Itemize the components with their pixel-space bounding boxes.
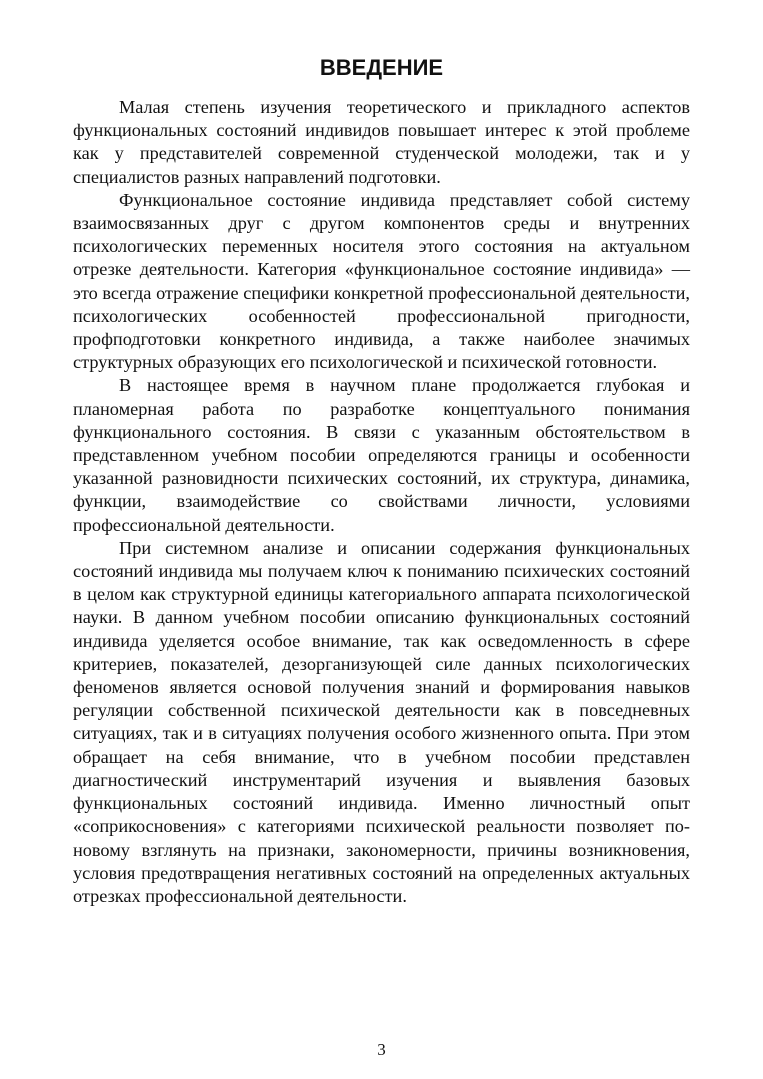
body-text [73,96,690,908]
paragraph-1: Малая степень изучения теоретического и прикладного аспектов функциональных состояний индивидов повышает интерес к этой проблеме как у представителей современной студенческой молодежи, так и у специалистов разных направлений подготовки. [73,97,690,187]
page-number: 3 [377,1040,386,1059]
paragraph-2: Функциональное состояние индивида представляет собой систему взаимосвязанных друг с другом компонентов среды и внутренних психологических переменных носителя этого состояния на актуальном отрезке деятельности. Категория «функциональное состояние индивида» — это всегда отражение специфики конкретной профессиональной деятельности, психологических особенностей профессиональной пригодности, профподготовки конкретного индивида, а также наиболее значимых структурных образующих его психологической и психической готовности. [73,189,690,373]
paragraph-4: При системном анализе и описании содержания функциональных состояний индивида мы получаем ключ к пониманию психических состояний в целом как структурной единицы категориального аппарата психологической науки. В данном учебном пособии описанию функциональных состояний индивида уделяется особое внимание, так как осведомленность в сфере критериев, показателей, дезорганизующей силе данных психологических феноменов является основой получения знаний и формирования навыков регуляции собственной психической деятельности как в повседневных ситуациях, так и в ситуациях получения особого жизненного опыта. При этом обращает на себя внимание, что в учебном пособии представлен диагностический инструментарий изучения и выявления базовых функциональных состояний индивида. Именно личностный опыт «соприкосновения» с категориями психической реальности позволяет по-новому взглянуть на признаки, закономерности, причины возникновения, условия предотвращения негативных состояний на определенных актуальных отрезках профессиональной деятельности. [73,537,690,906]
paragraph-3: В настоящее время в научном плане продолжается глубокая и планомерная работа по разработке концептуального понимания функционального состояния. В связи с указанным обстоятельством в представленном учебном пособии определяются границы и особенности указанной разновидности психических состояний, их структура, динамика, функции, взаимодействие со свойствами личности, условиями профессиональной деятельности. [73,375,690,535]
page-title: ВВЕДЕНИЕ [319,55,444,80]
